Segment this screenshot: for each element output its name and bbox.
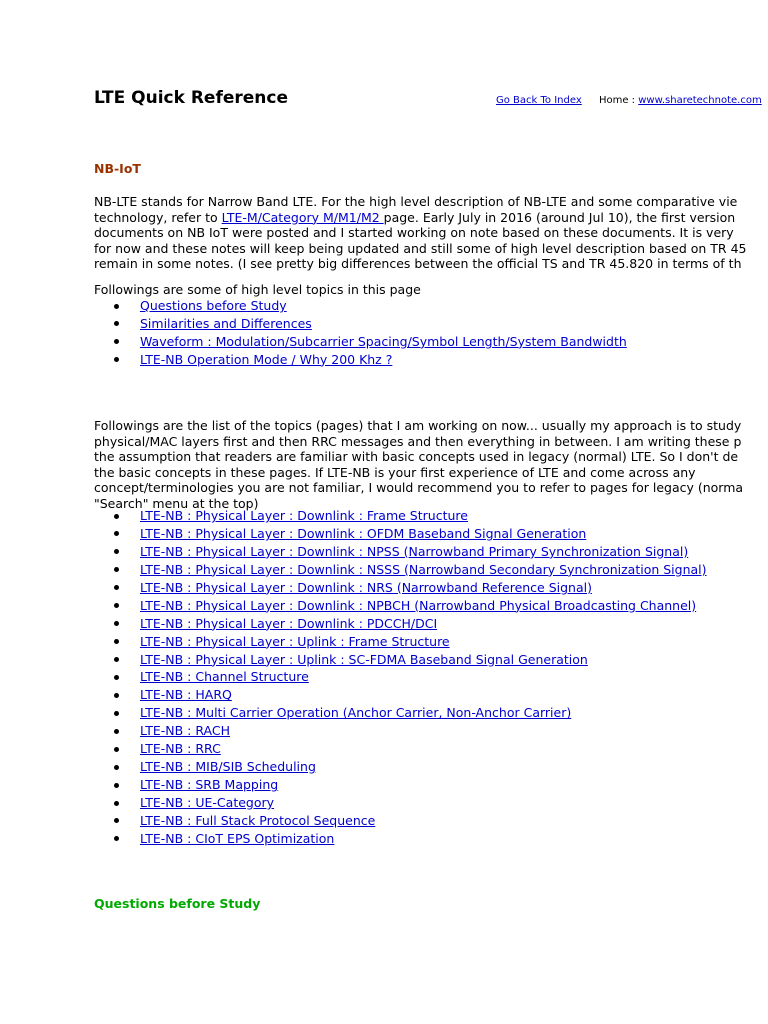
pages-list — [94, 507, 707, 848]
list-item — [94, 633, 707, 651]
page-link[interactable]: LTE-NB : Physical Layer : Downlink : NPSS (Narrowband Primary Synchronization Signal) — [140, 543, 689, 559]
page-title: LTE Quick Reference — [94, 88, 288, 108]
bullet-icon — [114, 675, 119, 680]
list-item — [94, 315, 627, 333]
page-link[interactable]: LTE-NB : RRC — [140, 741, 221, 757]
lte-m-category-link[interactable]: LTE-M/Category M/M1/M2 — [221, 209, 384, 225]
page-link[interactable]: LTE-NB : Physical Layer : Downlink : NRS (Narrowband Reference Signal) — [140, 579, 592, 595]
back-to-index-link[interactable]: Go Back To Index — [496, 95, 582, 106]
topics-list — [94, 297, 627, 369]
list-item — [94, 579, 707, 597]
list-item — [94, 758, 707, 776]
bullet-icon — [114, 339, 119, 344]
bullet-icon — [114, 621, 119, 626]
list-item — [94, 794, 707, 812]
bullet-icon — [114, 693, 119, 698]
bullet-icon — [114, 747, 119, 752]
page-link[interactable]: LTE-NB : Physical Layer : Uplink : SC-FDMA Baseband Signal Generation — [140, 651, 588, 667]
page-link[interactable]: LTE-NB : Physical Layer : Downlink : OFDM Baseband Signal Generation — [140, 525, 587, 541]
bullet-icon — [114, 836, 119, 841]
page-link[interactable]: LTE-NB : Physical Layer : Downlink : Frame Structure — [140, 508, 468, 523]
topic-link[interactable]: Similarities and Differences — [140, 315, 312, 331]
intro-text: technology, refer to — [94, 209, 222, 225]
intro-line: remain in some notes. (I see pretty big differences between the official TS and TR 45.820 in terms of th — [94, 256, 742, 272]
working-line: Followings are the list of the topics (pages) that I am working on now... usually my approach is to study — [94, 418, 742, 433]
home-label: Home : — [598, 95, 636, 106]
list-item — [94, 561, 707, 579]
intro-line: documents on NB IoT were posted and I started working on note based on these documents. It is very — [94, 225, 734, 241]
list-item — [94, 525, 707, 543]
list-item — [94, 651, 707, 669]
list-item — [94, 776, 707, 794]
bullet-icon — [114, 304, 119, 309]
list-item — [94, 543, 707, 561]
section-heading-questions: Questions before Study — [94, 896, 261, 911]
working-line: concept/terminologies you are not familiar, I would recommend you to refer to pages for legacy (norma — [94, 480, 744, 496]
page-link[interactable]: LTE-NB : MIB/SIB Scheduling — [140, 759, 316, 775]
bullet-icon — [114, 711, 119, 716]
topic-link[interactable]: Waveform : Modulation/Subcarrier Spacing/Symbol Length/System Bandwidth — [140, 333, 627, 349]
list-item — [94, 740, 707, 758]
list-item — [94, 830, 707, 848]
bullet-icon — [114, 783, 119, 788]
bullet-icon — [114, 765, 119, 770]
page-link[interactable]: LTE-NB : Full Stack Protocol Sequence — [140, 812, 376, 828]
intro-paragraph — [94, 194, 747, 272]
list-item — [94, 704, 707, 722]
page-link[interactable]: LTE-NB : SRB Mapping — [140, 777, 279, 793]
bullet-icon — [114, 357, 119, 362]
page-link[interactable]: LTE-NB : Physical Layer : Downlink : NSSS (Narrowband Secondary Synchronization Signal) — [140, 561, 707, 577]
bullet-icon — [114, 729, 119, 734]
page-link[interactable]: LTE-NB : Physical Layer : Downlink : PDCCH/DCI — [140, 615, 438, 631]
topic-link[interactable]: Questions before Study — [140, 298, 287, 313]
list-item — [94, 722, 707, 740]
topics-intro: Followings are some of high level topics in this page — [94, 282, 421, 297]
topic-link[interactable]: LTE-NB Operation Mode / Why 200 Khz ? — [140, 351, 393, 367]
page-link[interactable]: LTE-NB : HARQ — [140, 687, 232, 703]
bullet-icon — [114, 603, 119, 608]
list-item — [94, 297, 627, 315]
header-links — [496, 95, 762, 106]
working-line: the basic concepts in these pages. If LTE-NB is your first experience of LTE and come across any — [94, 464, 696, 480]
list-item — [94, 812, 707, 830]
page-link[interactable]: LTE-NB : Physical Layer : Uplink : Frame Structure — [140, 633, 450, 649]
bullet-icon — [114, 657, 119, 662]
bullet-icon — [114, 514, 119, 519]
intro-line: NB-LTE stands for Narrow Band LTE. For the high level description of NB-LTE and some comparative vie — [94, 194, 738, 209]
bullet-icon — [114, 549, 119, 554]
list-item — [94, 686, 707, 704]
working-line: physical/MAC layers first and then RRC messages and then everything in between. I am writing these p — [94, 433, 742, 449]
page-link[interactable]: LTE-NB : CIoT EPS Optimization — [140, 830, 335, 846]
page-link[interactable]: LTE-NB : RACH — [140, 723, 231, 739]
home-link[interactable]: www.sharetechnote.com — [638, 95, 762, 106]
bullet-icon — [114, 321, 119, 326]
bullet-icon — [114, 585, 119, 590]
page-link[interactable]: LTE-NB : Physical Layer : Downlink : NPBCH (Narrowband Physical Broadcasting Channel) — [140, 597, 697, 613]
section-heading-nbiot: NB-IoT — [94, 161, 141, 176]
list-item — [94, 507, 707, 525]
bullet-icon — [114, 639, 119, 644]
working-line: "Search" menu at the top) — [94, 495, 259, 511]
intro-text: page. Early July in 2016 (around Jul 10), the first version — [383, 209, 736, 225]
list-item — [94, 597, 707, 615]
page-link[interactable]: LTE-NB : Multi Carrier Operation (Anchor Carrier, Non-Anchor Carrier) — [140, 705, 572, 721]
intro-line — [94, 210, 747, 226]
list-item — [94, 333, 627, 351]
page-link[interactable]: LTE-NB : UE-Category — [140, 795, 275, 810]
intro-line: for now and these notes will keep being updated and still some of high level description based on TR 45 — [94, 240, 747, 256]
working-paragraph — [94, 418, 743, 512]
list-item — [94, 668, 707, 686]
working-line: the assumption that readers are familiar with basic concepts used in legacy (normal) LTE. So I don't de — [94, 449, 739, 465]
page-link[interactable]: LTE-NB : Channel Structure — [140, 669, 309, 685]
bullet-icon — [114, 567, 119, 572]
bullet-icon — [114, 801, 119, 806]
bullet-icon — [114, 531, 119, 536]
bullet-icon — [114, 818, 119, 823]
list-item — [94, 351, 627, 369]
list-item — [94, 615, 707, 633]
